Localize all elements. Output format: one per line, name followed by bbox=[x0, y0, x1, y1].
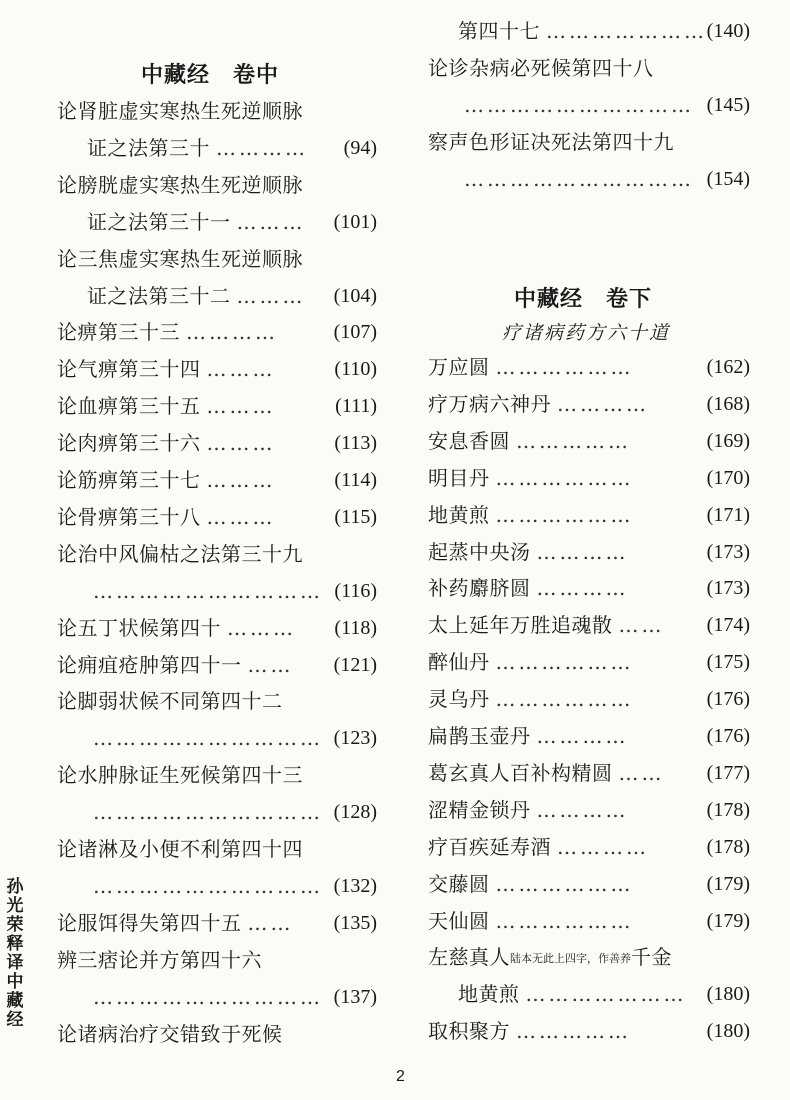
toc-entry bbox=[428, 795, 750, 825]
side-title-char: 释 bbox=[6, 934, 24, 954]
entry-title: 论肉痹第三十六 bbox=[57, 431, 201, 456]
entry-title: 论水肿脉证生死候第四十三 bbox=[57, 763, 303, 788]
entry-page-number: (173) bbox=[706, 540, 750, 563]
entry-page-number: (154) bbox=[706, 168, 750, 190]
toc-entry bbox=[458, 979, 750, 1009]
entry-title: 论脚弱状候不同第四十二 bbox=[57, 689, 283, 714]
entry-leader-dots: ……… bbox=[206, 431, 276, 456]
toc-entry bbox=[57, 834, 377, 864]
toc-entry bbox=[87, 982, 377, 1012]
toc-entry bbox=[57, 539, 377, 569]
toc-entry bbox=[57, 1019, 377, 1049]
entry-leader-dots: ……… bbox=[206, 504, 276, 529]
entry-title: 取积聚方 bbox=[428, 1019, 510, 1043]
entry-title: 论三焦虚实寒热生死逆顺脉 bbox=[57, 246, 303, 271]
entry-page-number: (135) bbox=[333, 911, 377, 934]
entry-leader-dots: ……………… bbox=[495, 355, 634, 379]
entry-leader-dots: …………… bbox=[516, 1019, 631, 1043]
entry-title: 天仙圆 bbox=[428, 908, 490, 933]
entry-title: 涩精金锁丹 bbox=[428, 797, 531, 822]
entry-leader-dots: ……………… bbox=[495, 465, 634, 490]
side-book-title bbox=[4, 878, 26, 1030]
entry-leader-dots: ……… bbox=[206, 468, 276, 492]
entry-page-number: (173) bbox=[706, 577, 750, 600]
entry-page-number: (176) bbox=[706, 688, 750, 711]
right-column bbox=[428, 0, 750, 1100]
toc-entry bbox=[57, 760, 377, 790]
entry-title: 证之法第三十一 bbox=[87, 209, 231, 234]
entry-title: 醉仙丹 bbox=[428, 650, 490, 675]
toc-entry bbox=[458, 164, 750, 194]
entry-title: 论治中风偏枯之法第三十九 bbox=[57, 541, 303, 566]
entry-page-number: (179) bbox=[706, 909, 750, 932]
toc-entry bbox=[428, 647, 750, 677]
toc-entry bbox=[57, 428, 377, 458]
toc-entry bbox=[57, 502, 377, 532]
toc-entry bbox=[428, 684, 750, 714]
toc-entry bbox=[87, 133, 377, 163]
page-number: 2 bbox=[396, 1068, 405, 1085]
entry-page-number: (121) bbox=[333, 653, 377, 676]
entry-page-number: (176) bbox=[706, 725, 750, 747]
entry-page-number: (110) bbox=[334, 358, 377, 381]
entry-title: 论诸病治疗交错致于死候 bbox=[57, 1021, 283, 1046]
toc-entry bbox=[57, 465, 377, 495]
entry-page-number: (140) bbox=[706, 20, 750, 42]
toc-entry bbox=[458, 90, 750, 120]
entry-leader-dots: ……… bbox=[206, 357, 276, 382]
side-title-char: 中 bbox=[6, 972, 24, 992]
section-subheading: 疗诸病药方六十道 bbox=[502, 322, 671, 344]
entry-page-number: (114) bbox=[334, 469, 377, 491]
toc-entry bbox=[57, 244, 377, 274]
toc-entry bbox=[428, 573, 750, 603]
entry-leader-dots: …………… bbox=[516, 428, 631, 453]
entry-title: 论膀胱虚实寒热生死逆顺脉 bbox=[57, 172, 303, 197]
toc-entry bbox=[428, 53, 750, 83]
entry-leader-dots: …… bbox=[618, 760, 665, 785]
side-title-char: 藏 bbox=[6, 991, 24, 1011]
entry-page-number: (137) bbox=[333, 985, 377, 1008]
entry-leader-dots: ……………… bbox=[495, 908, 634, 933]
entry-title: 疗万病六神丹 bbox=[428, 391, 551, 416]
entry-leader-dots: ………… bbox=[536, 539, 629, 564]
entry-leader-dots: ……… bbox=[236, 209, 306, 234]
entry-title: 补药麝脐圆 bbox=[428, 576, 531, 601]
entry-leader-dots: …… bbox=[247, 910, 294, 935]
entry-leader-dots: ………… bbox=[216, 135, 308, 160]
toc-entry bbox=[57, 354, 377, 384]
toc-entry bbox=[428, 758, 750, 788]
entry-title: 论骨痹第三十八 bbox=[57, 504, 201, 529]
entry-page-number: (94) bbox=[343, 136, 377, 159]
entry-title: 论筋痹第三十七 bbox=[57, 468, 201, 492]
toc-entry bbox=[57, 317, 377, 347]
entry-leader-dots: ………………………… bbox=[93, 800, 323, 825]
entry-leader-dots: ………………………… bbox=[93, 578, 323, 603]
toc-entry bbox=[57, 613, 377, 643]
toc-entry bbox=[57, 391, 377, 421]
entry-title: 葛玄真人百补构精圆 bbox=[428, 760, 613, 785]
toc-entry bbox=[428, 352, 750, 382]
entry-title: 地黄煎 bbox=[428, 502, 490, 527]
entry-title: 扁鹊玉壶丹 bbox=[428, 724, 531, 748]
entry-title: 论痹第三十三 bbox=[57, 320, 180, 345]
entry-title: 证之法第三十 bbox=[87, 135, 210, 160]
side-title-char: 译 bbox=[6, 953, 24, 973]
entry-page-number: (123) bbox=[333, 727, 377, 750]
entry-page-number: (118) bbox=[334, 616, 377, 639]
entry-page-number: (113) bbox=[334, 432, 377, 455]
side-title-char: 经 bbox=[6, 1010, 24, 1030]
toc-entry bbox=[57, 650, 377, 680]
entry-title: 证之法第三十二 bbox=[87, 283, 231, 308]
toc-entry bbox=[87, 576, 377, 606]
entry-page-number: (180) bbox=[706, 983, 750, 1005]
entry-title: 太上延年万胜追魂散 bbox=[428, 613, 613, 638]
entry-title: 疗百疾延寿酒 bbox=[428, 834, 551, 859]
entry-page-number: (174) bbox=[706, 614, 750, 637]
entry-title: 万应圆 bbox=[428, 355, 490, 379]
entry-page-number: (128) bbox=[333, 801, 377, 824]
entry-leader-dots: ………… bbox=[536, 797, 629, 822]
toc-entry bbox=[428, 610, 750, 640]
toc-entry bbox=[57, 908, 377, 938]
entry-leader-dots: ………………… bbox=[546, 19, 707, 43]
entry-page-number: (101) bbox=[333, 210, 377, 233]
entry-title: 安息香圆 bbox=[428, 428, 510, 453]
entry-title: 第四十七 bbox=[458, 19, 540, 43]
entry-page-number: (111) bbox=[335, 395, 377, 418]
entry-title-cont: 千金 bbox=[631, 945, 672, 969]
side-title-char: 孙 bbox=[6, 877, 24, 897]
entry-leader-dots: ………………………… bbox=[464, 167, 694, 191]
entry-page-number: (116) bbox=[334, 579, 377, 602]
entry-leader-dots: ………… bbox=[557, 834, 649, 859]
entry-leader-dots: ………… bbox=[536, 576, 629, 601]
toc-entry bbox=[87, 207, 377, 237]
toc-entry bbox=[428, 127, 750, 157]
toc-entry bbox=[87, 723, 377, 753]
entry-leader-dots: ……… bbox=[227, 615, 296, 640]
entry-title: 起蒸中央汤 bbox=[428, 539, 531, 564]
entry-leader-dots: ………… bbox=[557, 391, 649, 416]
entry-title: 论五丁状候第四十 bbox=[57, 615, 221, 640]
entry-title: 论气痹第三十四 bbox=[57, 357, 201, 382]
toc-entry bbox=[87, 871, 377, 901]
left-column bbox=[57, 0, 377, 1100]
entry-leader-dots: ……… bbox=[236, 283, 306, 308]
toc-entry-special bbox=[428, 942, 750, 972]
toc-entry bbox=[87, 281, 377, 311]
toc-entry bbox=[428, 389, 750, 419]
entry-leader-dots: ……………… bbox=[495, 871, 634, 896]
entry-page-number: (168) bbox=[706, 392, 750, 415]
entry-title: 论痈疽疮肿第四十一 bbox=[57, 652, 242, 677]
entry-leader-dots: ……………… bbox=[495, 502, 634, 527]
toc-entry bbox=[428, 500, 750, 530]
toc-entry bbox=[87, 797, 377, 827]
toc-entry bbox=[428, 869, 750, 899]
toc-entry bbox=[428, 426, 750, 456]
entry-page-number: (115) bbox=[334, 505, 377, 528]
entry-page-number: (175) bbox=[706, 651, 750, 674]
entry-title: 论血痹第三十五 bbox=[57, 394, 201, 419]
toc-entry bbox=[57, 170, 377, 200]
entry-leader-dots: ……… bbox=[206, 394, 276, 419]
entry-page-number: (107) bbox=[333, 321, 377, 344]
entry-title: 辨三痞论并方第四十六 bbox=[57, 947, 262, 972]
toc-entry bbox=[57, 686, 377, 716]
entry-page-number: (145) bbox=[706, 94, 750, 116]
toc-entry bbox=[428, 537, 750, 567]
entry-page-number: (178) bbox=[706, 798, 750, 821]
entry-title: 察声色形证决死法第四十九 bbox=[428, 130, 674, 154]
entry-page-number: (178) bbox=[706, 835, 750, 858]
entry-page-number: (180) bbox=[706, 1020, 750, 1042]
entry-leader-dots: ………………………… bbox=[93, 726, 323, 751]
entry-page-number: (179) bbox=[706, 872, 750, 895]
entry-leader-dots: ……………… bbox=[495, 650, 634, 675]
entry-leader-dots: ………………………… bbox=[464, 93, 694, 117]
entry-title: 明目丹 bbox=[428, 465, 490, 490]
entry-title: 灵乌丹 bbox=[428, 687, 490, 712]
toc-entry bbox=[428, 832, 750, 862]
toc-entry bbox=[57, 945, 377, 975]
entry-page-number: (169) bbox=[706, 429, 750, 452]
toc-entry bbox=[57, 96, 377, 126]
entry-page-number: (132) bbox=[333, 874, 377, 897]
volume-heading-middle: 中藏经 卷中 bbox=[141, 63, 280, 88]
entry-leader-dots: ……………… bbox=[495, 687, 634, 712]
entry-page-number: (162) bbox=[706, 356, 750, 378]
entry-page-number: (170) bbox=[706, 466, 750, 489]
entry-title: 左慈真人 bbox=[428, 945, 510, 969]
side-title-char: 光 bbox=[6, 896, 24, 916]
entry-title: 地黄煎 bbox=[458, 982, 520, 1006]
toc-entry bbox=[428, 463, 750, 493]
side-title-char: 荣 bbox=[6, 915, 24, 935]
entry-leader-dots: …… bbox=[247, 652, 294, 677]
entry-title: 论服饵得失第四十五 bbox=[57, 910, 242, 935]
entry-title: 论诊杂病必死候第四十八 bbox=[428, 56, 654, 80]
entry-leader-dots: ………………………… bbox=[93, 984, 323, 1009]
entry-leader-dots: ………………………… bbox=[93, 873, 323, 898]
entry-leader-dots: ………… bbox=[536, 724, 629, 748]
volume-heading-lower: 中藏经 卷下 bbox=[514, 287, 653, 312]
entry-title: 论诸淋及小便不利第四十四 bbox=[57, 837, 303, 861]
toc-entry bbox=[428, 1016, 750, 1046]
entry-leader-dots: …… bbox=[618, 613, 665, 638]
entry-leader-dots: ………… bbox=[186, 320, 278, 345]
entry-leader-dots: ………………… bbox=[525, 982, 687, 1006]
entry-page-number: (171) bbox=[706, 503, 750, 526]
entry-page-number: (104) bbox=[333, 284, 377, 307]
entry-title: 交藤圆 bbox=[428, 871, 490, 896]
entry-page-number: (177) bbox=[706, 761, 750, 784]
entry-annotation: 陆本无此上四字，作善养 bbox=[510, 952, 631, 965]
entry-title: 论肾脏虚实寒热生死逆顺脉 bbox=[57, 99, 303, 123]
toc-entry bbox=[428, 906, 750, 936]
toc-entry bbox=[428, 721, 750, 751]
toc-entry bbox=[458, 16, 750, 46]
